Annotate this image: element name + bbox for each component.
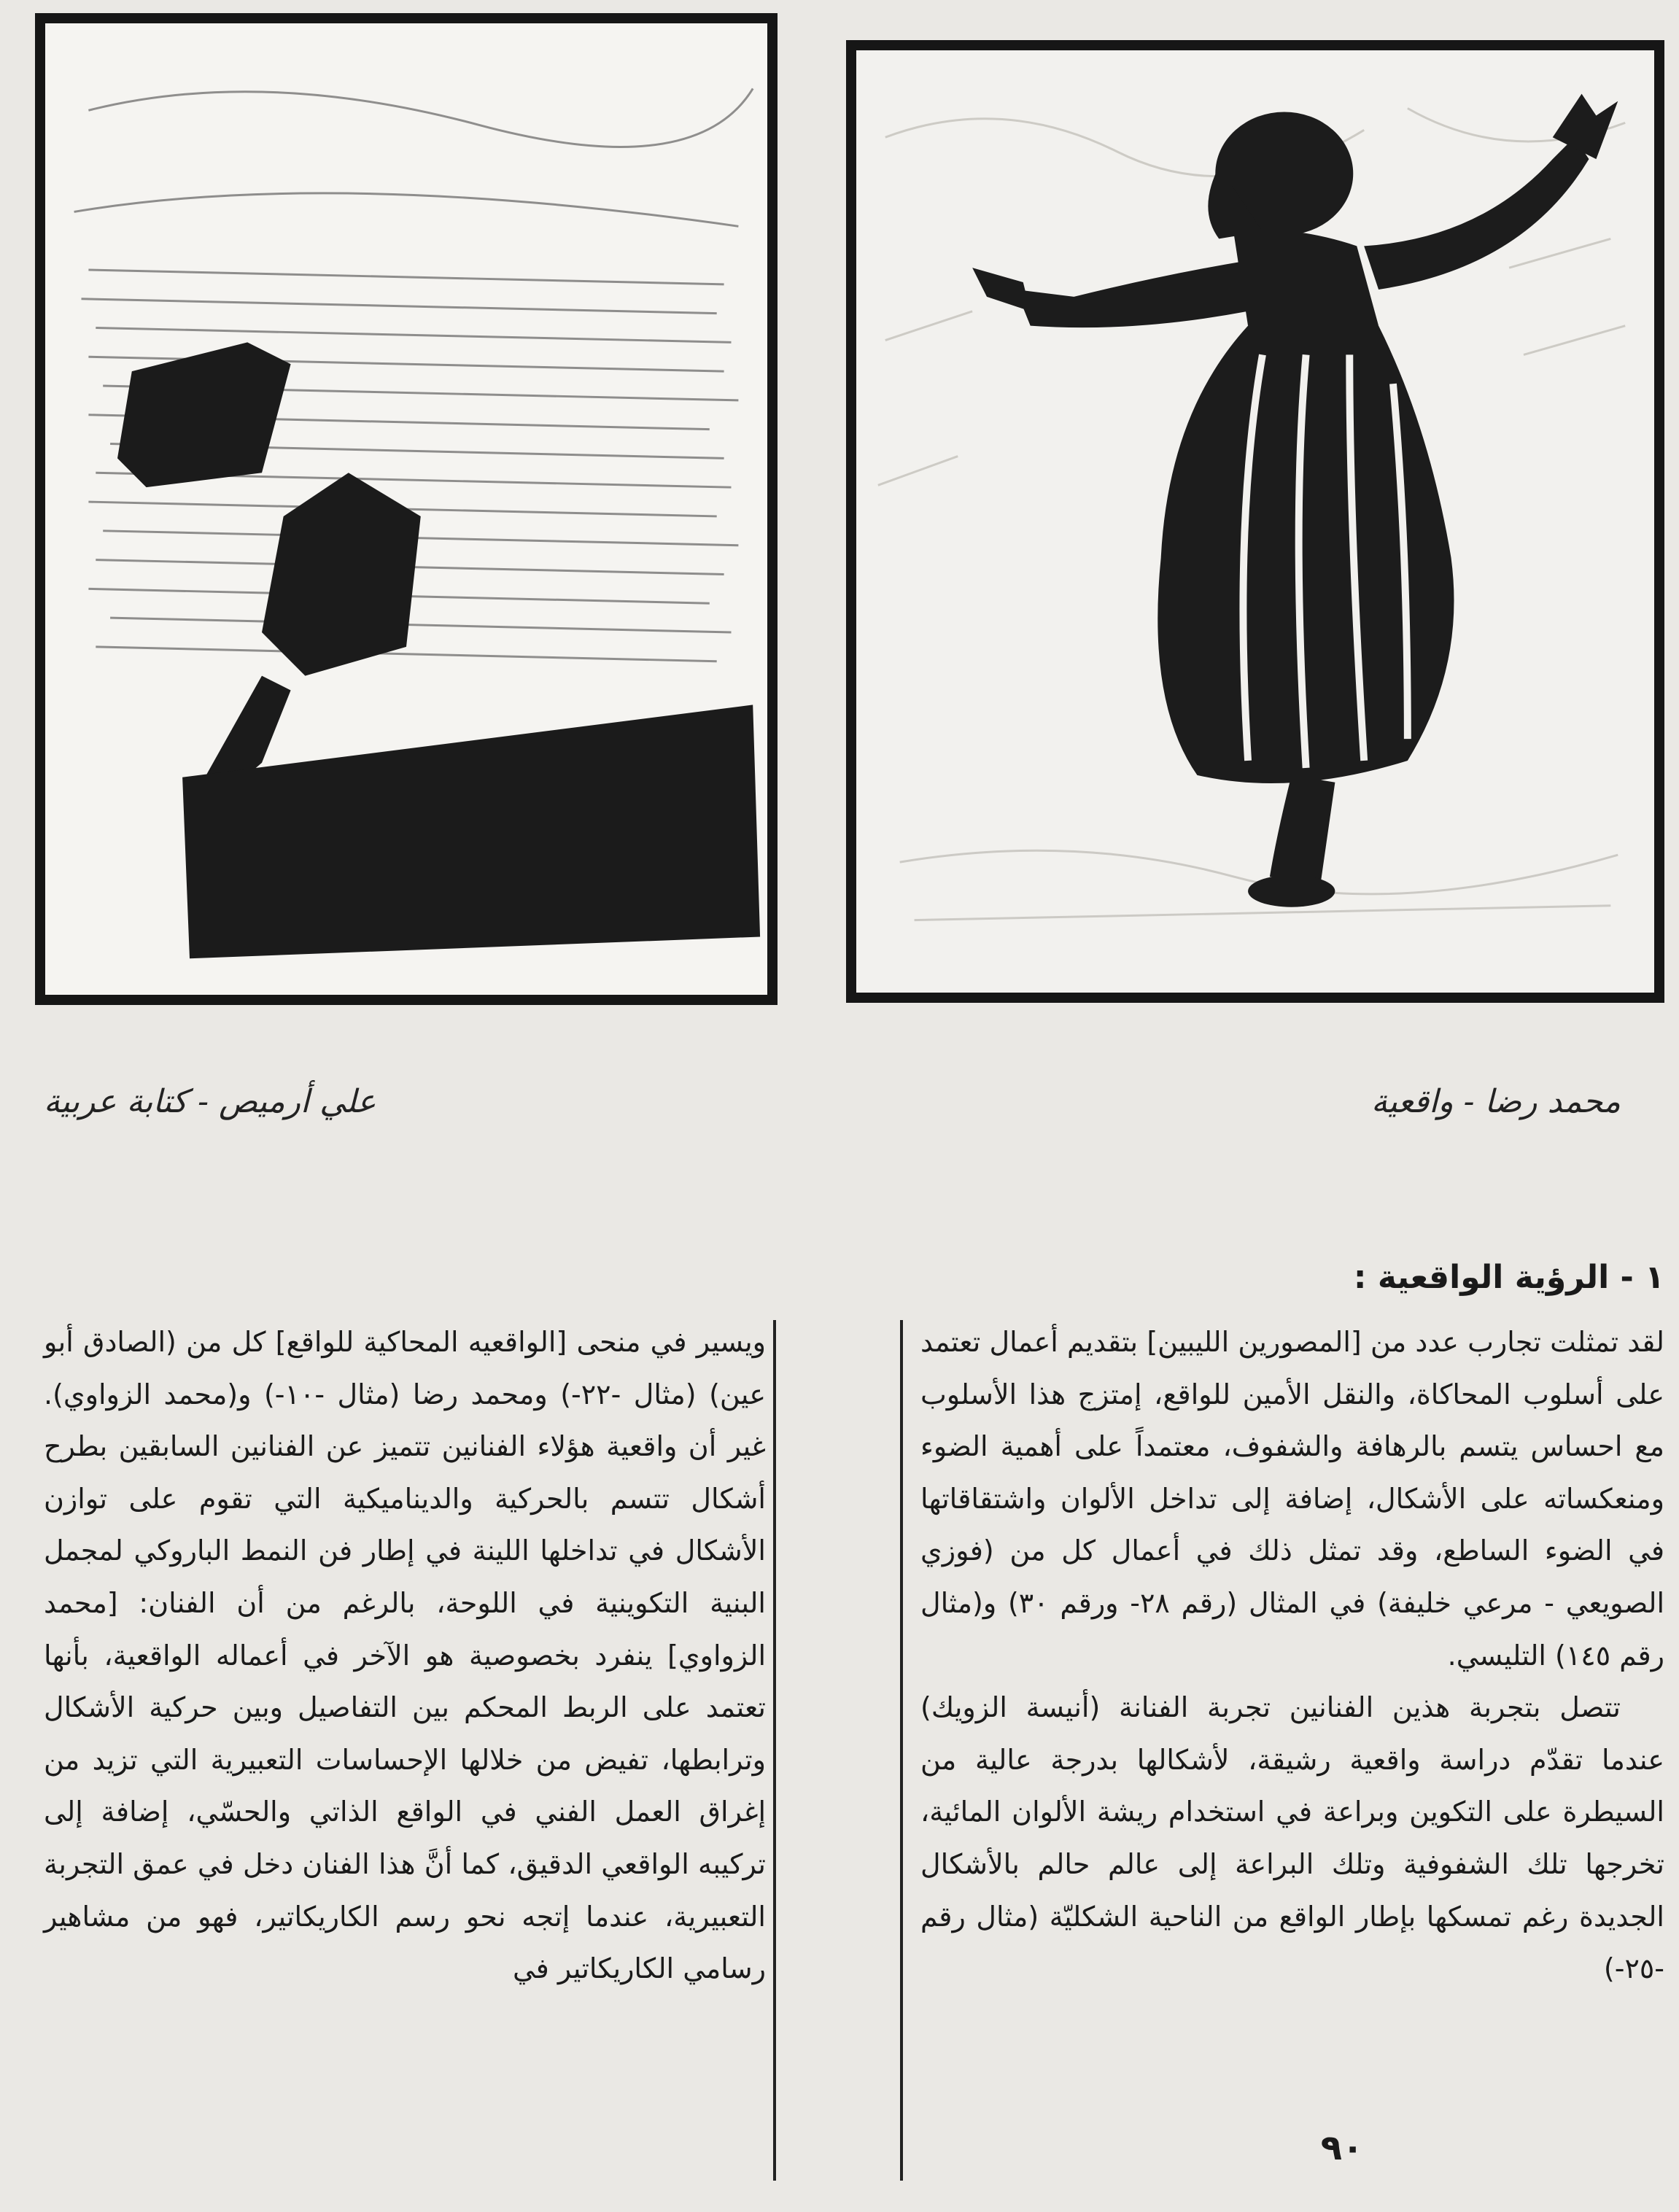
column-rule-left <box>773 1320 776 2181</box>
figure-caption-left: علي أرميص - كتابة عربية <box>44 1083 376 1120</box>
figure-realism-painting <box>846 40 1664 1003</box>
section-heading <box>920 1249 1664 1307</box>
realism-painting-image <box>856 50 1654 993</box>
text-column-right <box>920 1316 1664 2162</box>
section-title: - الرؤية الواقعية : <box>1353 1259 1634 1296</box>
figure-calligraphy-artwork <box>35 13 778 1005</box>
page-number: ٩٠ <box>1320 2127 1364 2168</box>
figure-caption-right: محمد رضا - واقعية <box>1371 1083 1621 1120</box>
section-number: ١ <box>1645 1259 1664 1296</box>
column-rule-right <box>900 1320 903 2181</box>
calligraphy-artwork-image <box>45 23 767 995</box>
paragraph: ويسير في منحى [الواقعيه المحاكية للواقع] كل من (الصادق أبو عين) (مثال -٢٢-) ومحمد رضا (مثال -١٠-) و(محمد الزواوي). غير أن واقعية هؤلاء الفنانين تتميز عن الفنانين السابقين بطرح أشكال تتسم بالحركية والديناميكية التي تقوم على توازن الأشكال في تداخلها اللينة في إطار فن النمط الباروكي لمجمل البنية التكوينية في اللوحة، بالرغم من أن الفنان: [محمد الزواوي] ينفرد بخصوصية هو الآخر في أعماله الواقعية، بأنها تعتمد على الربط المحكم بين التفاصيل وبين حركية الأشكال وترابطها، تفيض من خلالها الإحساسات التعبيرية التي تزيد من إغراق العمل الفني في الواقع الذاتي والحسّي، إضافة إلى تركيبه الواقعي الدقيق، كما أنَّ هذا الفنان دخل في عمق التجربة التعبيرية، عندما إتجه نحو رسم الكاريكاتير، فهو من مشاهير رسامي الكاريكاتير في <box>44 1326 766 1985</box>
text-column-left <box>44 1316 766 2177</box>
paragraph: لقد تمثلت تجارب عدد من [المصورين الليبين] بتقديم أعمال تعتمد على أسلوب المحاكاة، والنقل الأمين للواقع، إمتزج هذا الأسلوب مع احساس يتسم بالرهافة والشفوف، معتمداً على أهمية الضوء ومنعكساته على الأشكال، إضافة إلى تداخل الألوان واشتقاقاتها في الضوء الساطع، وقد تمثل ذلك في أعمال كل من (فوزي الصويعي - مرعي خليفة) في المثال (رقم ٢٨- ورقم ٣٠) و(مثال رقم ١٤٥) التليسي. <box>920 1326 1665 1672</box>
paragraph: تتصل بتجربة هذين الفنانين تجربة الفنانة (أنيسة الزويك) عندما تقدّم دراسة واقعية رشيقة، لأشكالها بدرجة عالية من السيطرة على التكوين وبراعة في استخدام ريشة الألوان المائية، تخرجها تلك الشفوفية وتلك البراعة إلى عالم حالم بالأشكال الجديدة رغم تمسكها بإطار الواقع من الناحية الشكليّة (مثال رقم -٢٥-) <box>920 1691 1664 1985</box>
